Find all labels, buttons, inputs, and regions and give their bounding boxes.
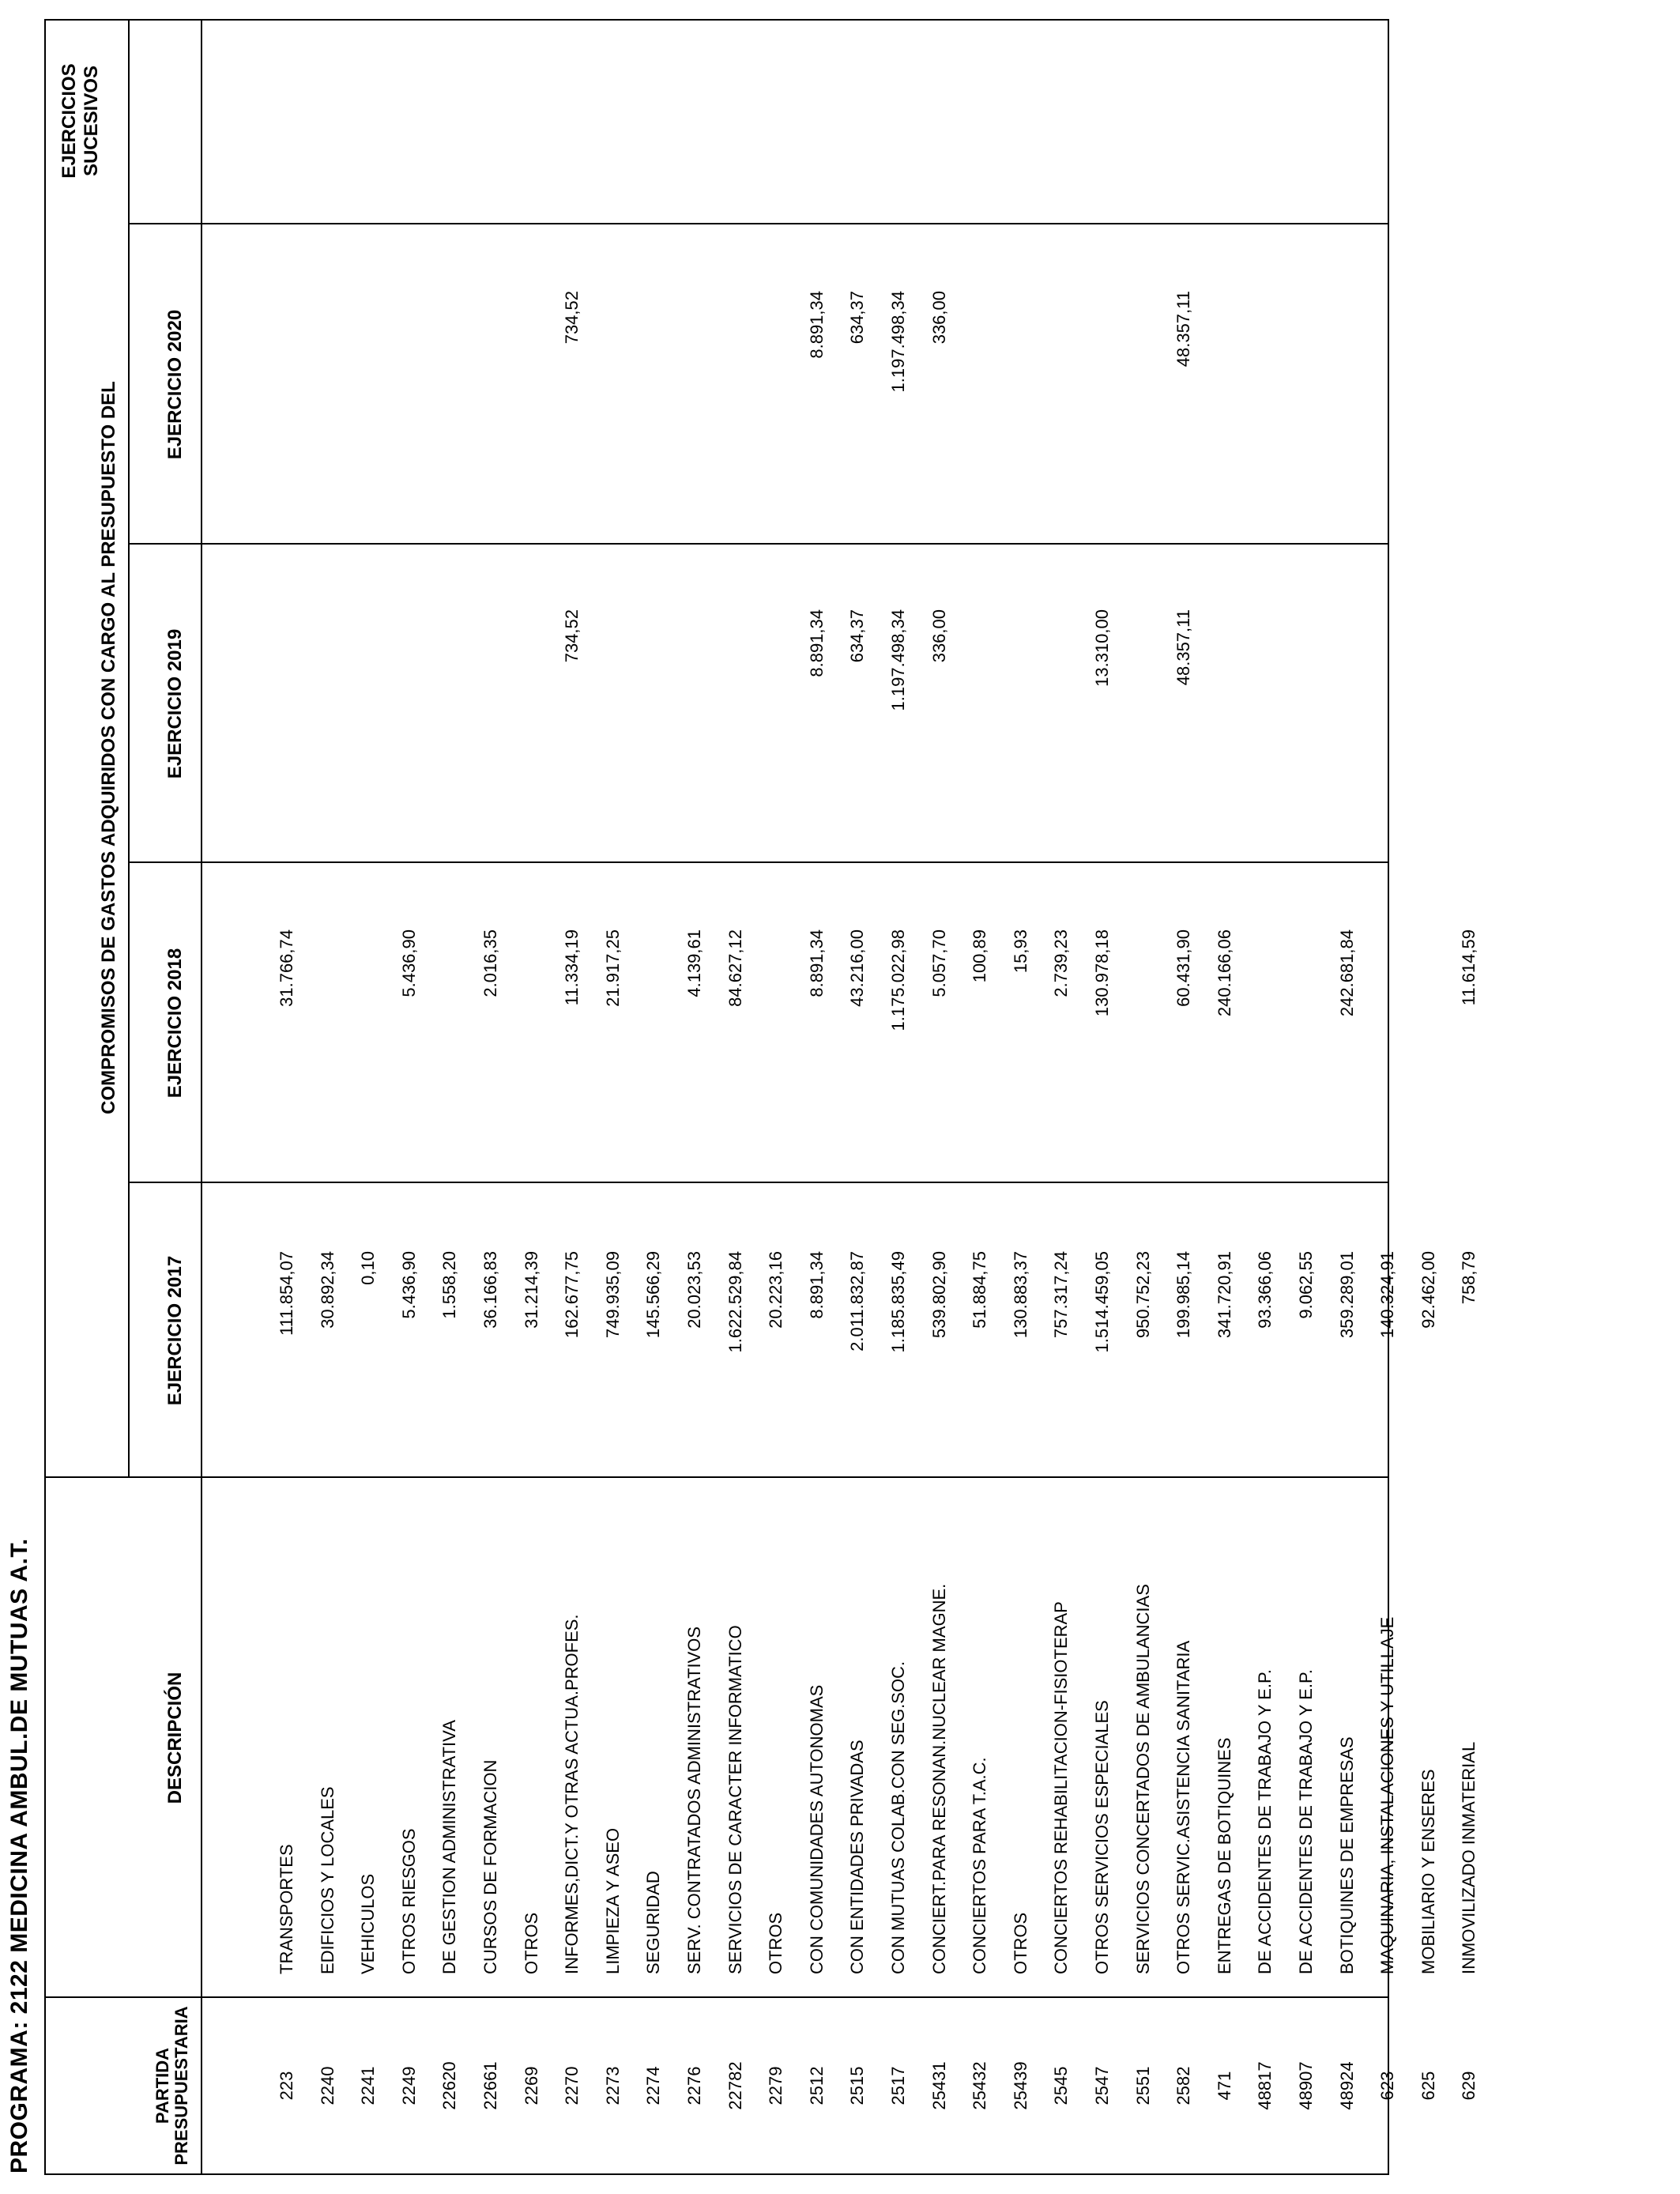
cell-partida: 2517 bbox=[888, 2066, 908, 2105]
cell-ejercicio-2018: 43.216,00 bbox=[847, 929, 868, 1007]
cell-ejercicio-2020: 1.197.498,34 bbox=[888, 291, 908, 393]
cell-descripcion: INMOVILIZADO INMATERIAL bbox=[1459, 1741, 1479, 1974]
cell-ejercicio-2017: 0,10 bbox=[358, 1251, 379, 1285]
col-divider bbox=[46, 1996, 1388, 1998]
header-ejercicio-2017: EJERCICIO 2017 bbox=[164, 1255, 186, 1406]
cell-partida: 2269 bbox=[521, 2066, 541, 2105]
cell-descripcion: OTROS bbox=[766, 1912, 786, 1974]
cell-ejercicio-2017: 757.317,24 bbox=[1051, 1251, 1072, 1339]
cell-ejercicio-2017: 749.935,09 bbox=[602, 1251, 623, 1339]
cell-ejercicio-2017: 1.185.835,49 bbox=[888, 1251, 908, 1353]
cell-descripcion: VEHICULOS bbox=[358, 1873, 379, 1974]
cell-ejercicio-2018: 31.766,74 bbox=[277, 929, 296, 1007]
cell-partida: 2547 bbox=[1092, 2066, 1112, 2105]
cell-ejercicio-2020: 734,52 bbox=[562, 291, 582, 345]
cell-ejercicio-2019: 1.197.498,34 bbox=[888, 609, 908, 711]
cell-descripcion: EDIFICIOS Y LOCALES bbox=[317, 1786, 337, 1974]
cell-ejercicio-2017: 1.558,20 bbox=[439, 1251, 460, 1319]
cell-partida: 2241 bbox=[358, 2066, 379, 2105]
cell-descripcion: DE ACCIDENTES DE TRABAJO Y E.P. bbox=[1255, 1669, 1275, 1974]
cell-ejercicio-2017: 140.324,91 bbox=[1377, 1251, 1398, 1339]
header-partida-line1: PARTIDA bbox=[153, 2047, 172, 2124]
cell-partida: 48907 bbox=[1296, 2061, 1316, 2110]
cell-ejercicio-2018: 8.891,34 bbox=[806, 929, 827, 997]
cell-descripcion: CURSOS DE FORMACION bbox=[480, 1759, 500, 1974]
cell-ejercicio-2018: 100,89 bbox=[970, 929, 990, 983]
group-header-divider bbox=[128, 21, 130, 1478]
header-divider bbox=[201, 21, 202, 2173]
cell-ejercicio-2018: 21.917,25 bbox=[602, 929, 623, 1007]
cell-descripcion: CON MUTUAS COLAB.CON SEG.SOC. bbox=[888, 1661, 908, 1974]
cell-ejercicio-2017: 31.214,39 bbox=[521, 1251, 541, 1329]
cell-partida: 623 bbox=[1377, 2071, 1398, 2101]
cell-descripcion: TRANSPORTES bbox=[277, 1844, 296, 1974]
cell-descripcion: MAQUINARIA, INSTALACIONES Y UTILLAJE bbox=[1377, 1616, 1398, 1974]
cell-partida: 2279 bbox=[766, 2066, 786, 2105]
cell-ejercicio-2017: 20.023,53 bbox=[684, 1251, 704, 1329]
cell-partida: 2276 bbox=[684, 2066, 704, 2105]
cell-ejercicio-2018: 60.431,90 bbox=[1173, 929, 1194, 1007]
cell-ejercicio-2018: 2.739,23 bbox=[1051, 929, 1072, 997]
cell-descripcion: BOTIQUINES DE EMPRESAS bbox=[1336, 1736, 1357, 1974]
cell-ejercicio-2018: 242.681,84 bbox=[1336, 929, 1357, 1017]
header-ejercicio-2020: EJERCICIO 2020 bbox=[164, 309, 186, 460]
cell-ejercicio-2017: 30.892,34 bbox=[317, 1251, 337, 1329]
cell-ejercicio-2017: 92.462,00 bbox=[1418, 1251, 1438, 1329]
cell-descripcion: CONCIERTOS REHABILITACION-FISIOTERAP bbox=[1051, 1601, 1072, 1974]
cell-ejercicio-2017: 36.166,83 bbox=[480, 1251, 500, 1329]
cell-descripcion: OTROS SERVICIOS ESPECIALES bbox=[1092, 1700, 1112, 1974]
cell-descripcion: CONCIERT.PARA RESONAN.NUCLEAR MAGNE. bbox=[929, 1583, 949, 1974]
header-ejercicio-2018: EJERCICIO 2018 bbox=[164, 948, 186, 1099]
cell-partida: 2545 bbox=[1051, 2066, 1072, 2105]
cell-descripcion: OTROS RIESGOS bbox=[398, 1828, 419, 1974]
cell-partida: 2240 bbox=[317, 2066, 337, 2105]
cell-ejercicio-2018: 11.334,19 bbox=[562, 929, 582, 1006]
cell-descripcion: SERVICIOS CONCERTADOS DE AMBULANCIAS bbox=[1132, 1584, 1153, 1974]
cell-ejercicio-2017: 20.223,16 bbox=[766, 1251, 786, 1329]
cell-descripcion: CONCIERTOS PARA T.A.C. bbox=[970, 1757, 990, 1974]
cell-descripcion: ENTREGAS DE BOTIQUINES bbox=[1214, 1737, 1234, 1974]
cell-partida: 2249 bbox=[398, 2066, 419, 2105]
cell-ejercicio-2017: 130.883,37 bbox=[1010, 1251, 1030, 1339]
cell-ejercicio-2018: 15,93 bbox=[1010, 929, 1030, 974]
cell-descripcion: SERVICIOS DE CARACTER INFORMATICO bbox=[725, 1625, 745, 1974]
col-divider bbox=[128, 543, 1388, 545]
cell-ejercicio-2018: 130.978,18 bbox=[1092, 929, 1112, 1017]
cell-descripcion: DE GESTION ADMINISTRATIVA bbox=[439, 1720, 460, 1974]
cell-partida: 48924 bbox=[1336, 2061, 1357, 2110]
cell-ejercicio-2019: 336,00 bbox=[929, 609, 949, 663]
cell-ejercicio-2017: 199.985,14 bbox=[1173, 1251, 1194, 1339]
cell-ejercicio-2018: 5.436,90 bbox=[398, 929, 419, 997]
cell-descripcion: CON COMUNIDADES AUTONOMAS bbox=[806, 1684, 827, 1974]
page-title: PROGRAMA: 2122 MEDICINA AMBUL.DE MUTUAS A.T. bbox=[6, 1538, 32, 2173]
cell-ejercicio-2019: 8.891,34 bbox=[806, 609, 827, 677]
header-ejercicios-sucesivos: EJERCICIOS SUCESIVOS bbox=[58, 63, 102, 179]
cell-partida: 625 bbox=[1418, 2071, 1438, 2101]
cell-ejercicio-2017: 162.677,75 bbox=[562, 1251, 582, 1339]
header-ejercicio-2019: EJERCICIO 2019 bbox=[164, 628, 186, 779]
cell-partida: 629 bbox=[1459, 2071, 1479, 2101]
col-divider bbox=[128, 861, 1388, 863]
cell-partida: 22782 bbox=[725, 2061, 745, 2110]
cell-partida: 471 bbox=[1214, 2071, 1234, 2101]
cell-ejercicio-2020: 48.357,11 bbox=[1173, 291, 1194, 368]
cell-ejercicio-2017: 950.752,23 bbox=[1132, 1251, 1153, 1339]
cell-ejercicio-2017: 341.720,91 bbox=[1214, 1251, 1234, 1339]
commitments-table bbox=[44, 19, 1479, 2175]
cell-ejercicio-2017: 93.366,06 bbox=[1255, 1251, 1275, 1329]
cell-ejercicio-2017: 359.289,01 bbox=[1336, 1251, 1357, 1339]
cell-ejercicio-2017: 145.566,29 bbox=[643, 1251, 664, 1339]
cell-ejercicio-2018: 2.016,35 bbox=[480, 929, 500, 997]
cell-descripcion: SEGURIDAD bbox=[643, 1871, 664, 1974]
cell-partida: 2551 bbox=[1132, 2066, 1153, 2105]
header-partida bbox=[153, 1998, 191, 2173]
cell-partida: 2512 bbox=[806, 2066, 827, 2105]
cell-partida: 2582 bbox=[1173, 2066, 1194, 2105]
cell-partida: 25439 bbox=[1010, 2061, 1030, 2110]
cell-ejercicio-2017: 539.802,90 bbox=[929, 1251, 949, 1339]
cell-descripcion: MOBILIARIO Y ENSERES bbox=[1418, 1769, 1438, 1974]
cell-ejercicio-2020: 8.891,34 bbox=[806, 291, 827, 359]
cell-ejercicio-2018: 4.139,61 bbox=[684, 929, 704, 997]
cell-descripcion: INFORMES,DICT.Y OTRAS ACTUA.PROFES. bbox=[562, 1614, 582, 1974]
cell-ejercicio-2018: 84.627,12 bbox=[725, 929, 745, 1007]
cell-ejercicio-2017: 9.062,55 bbox=[1296, 1251, 1316, 1319]
cell-ejercicio-2019: 734,52 bbox=[562, 609, 582, 663]
cell-ejercicio-2018: 5.057,70 bbox=[929, 929, 949, 997]
cell-descripcion: OTROS bbox=[521, 1912, 541, 1974]
cell-partida: 48817 bbox=[1255, 2061, 1275, 2110]
cell-ejercicio-2019: 13.310,00 bbox=[1092, 609, 1112, 687]
cell-partida: 2515 bbox=[847, 2066, 868, 2105]
cell-descripcion: SERV. CONTRATADOS ADMINISTRATIVOS bbox=[684, 1626, 704, 1974]
cell-ejercicio-2017: 1.514.459,05 bbox=[1092, 1251, 1112, 1353]
cell-partida: 22620 bbox=[439, 2061, 460, 2110]
cell-partida: 22661 bbox=[480, 2061, 500, 2110]
cell-ejercicio-2017: 51.884,75 bbox=[970, 1251, 990, 1329]
col-divider bbox=[128, 223, 1388, 224]
cell-partida: 2270 bbox=[562, 2066, 582, 2105]
cell-ejercicio-2020: 634,37 bbox=[847, 291, 868, 345]
cell-ejercicio-2017: 2.011.832,87 bbox=[847, 1251, 868, 1351]
cell-ejercicio-2017: 758,79 bbox=[1459, 1251, 1479, 1305]
cell-ejercicio-2018: 240.166,06 bbox=[1214, 929, 1234, 1017]
cell-ejercicio-2019: 48.357,11 bbox=[1173, 609, 1194, 686]
header-group: COMPROMISOS DE GASTOS ADQUIRIDOS CON CARGO AL PRESUPUESTO DEL bbox=[98, 381, 119, 1114]
header-partida-line2: PRESUPUESTARIA bbox=[171, 2006, 191, 2166]
cell-partida: 25431 bbox=[929, 2061, 949, 2110]
cell-ejercicio-2017: 111.854,07 bbox=[277, 1251, 296, 1336]
cell-ejercicio-2018: 11.614,59 bbox=[1459, 929, 1479, 1006]
cell-ejercicio-2019: 634,37 bbox=[847, 609, 868, 663]
cell-descripcion: OTROS SERVIC.ASISTENCIA SANITARIA bbox=[1173, 1640, 1194, 1974]
cell-descripcion: OTROS bbox=[1010, 1912, 1030, 1974]
cell-partida: 2274 bbox=[643, 2066, 664, 2105]
cell-ejercicio-2017: 5.436,90 bbox=[398, 1251, 419, 1319]
col-divider bbox=[128, 1182, 1388, 1183]
cell-descripcion: LIMPIEZA Y ASEO bbox=[602, 1827, 623, 1974]
header-descripcion: DESCRIPCIÓN bbox=[164, 1672, 186, 1804]
cell-partida: 2273 bbox=[602, 2066, 623, 2105]
cell-ejercicio-2017: 1.622.529,84 bbox=[725, 1251, 745, 1353]
cell-ejercicio-2020: 336,00 bbox=[929, 291, 949, 345]
cell-descripcion: CON ENTIDADES PRIVADAS bbox=[847, 1740, 868, 1974]
cell-partida: 223 bbox=[277, 2071, 296, 2101]
cell-descripcion: DE ACCIDENTES DE TRABAJO Y E.P. bbox=[1296, 1669, 1316, 1974]
cell-ejercicio-2018: 1.175.022,98 bbox=[888, 929, 908, 1031]
cell-partida: 25432 bbox=[970, 2061, 990, 2110]
cell-ejercicio-2017: 8.891,34 bbox=[806, 1251, 827, 1319]
